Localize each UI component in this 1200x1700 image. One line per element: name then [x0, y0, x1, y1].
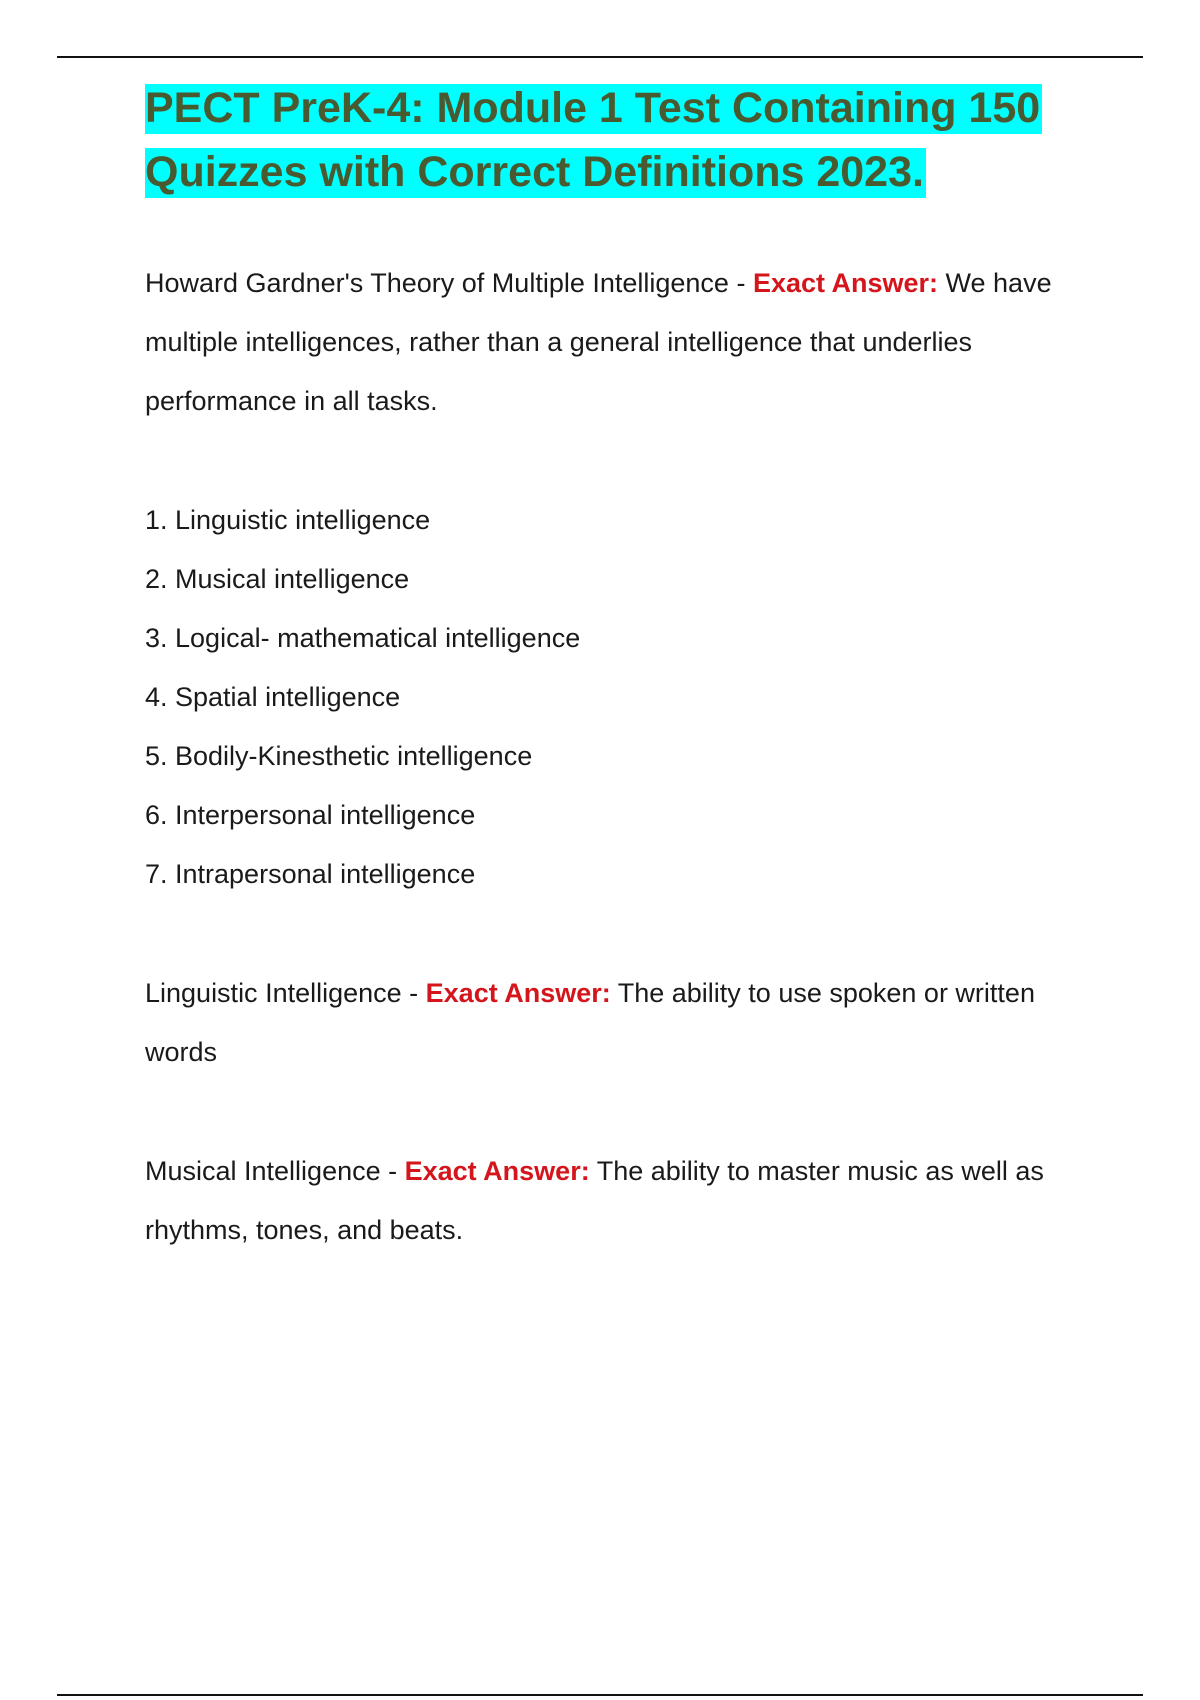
top-rule: [57, 56, 1143, 58]
list-item: 2. Musical intelligence: [145, 564, 410, 594]
entry-term: Musical Intelligence -: [145, 1156, 405, 1186]
list-item: 1. Linguistic intelligence: [145, 505, 431, 535]
document-content: [145, 76, 1090, 1260]
entry-answer: The ability to use spoken or written words: [145, 978, 1035, 1067]
entry-gardner-theory: [145, 254, 1090, 431]
exact-answer-label: Exact Answer:: [752, 268, 939, 298]
list-item: 4. Spatial intelligence: [145, 682, 401, 712]
list-item: 5. Bodily-Kinesthetic intelligence: [145, 741, 533, 771]
list-item: 7. Intrapersonal intelligence: [145, 859, 476, 889]
exact-answer-label: Exact Answer:: [425, 978, 611, 1008]
intelligences-list: [145, 491, 1090, 904]
entry-musical-intelligence: [145, 1142, 1090, 1260]
bottom-rule: [57, 1694, 1143, 1696]
entry-linguistic-intelligence: [145, 964, 1090, 1082]
entry-term: Howard Gardner's Theory of Multiple Intelligence -: [145, 268, 753, 298]
exact-answer-label: Exact Answer:: [404, 1156, 590, 1186]
entry-answer: The ability to master music as well as rhythms, tones, and beats.: [145, 1156, 1044, 1245]
list-item: 6. Interpersonal intelligence: [145, 800, 476, 830]
title-highlight: PECT PreK-4: Module 1 Test Containing 150 Quizzes with Correct Definitions 2023.: [145, 84, 1041, 196]
entry-answer: We have multiple intelligences, rather than a general intelligence that underlies performance in all tasks.: [145, 268, 1052, 416]
list-item: 3. Logical- mathematical intelligence: [145, 623, 581, 653]
entry-term: Linguistic Intelligence -: [145, 978, 426, 1008]
document-title: [145, 76, 1090, 204]
